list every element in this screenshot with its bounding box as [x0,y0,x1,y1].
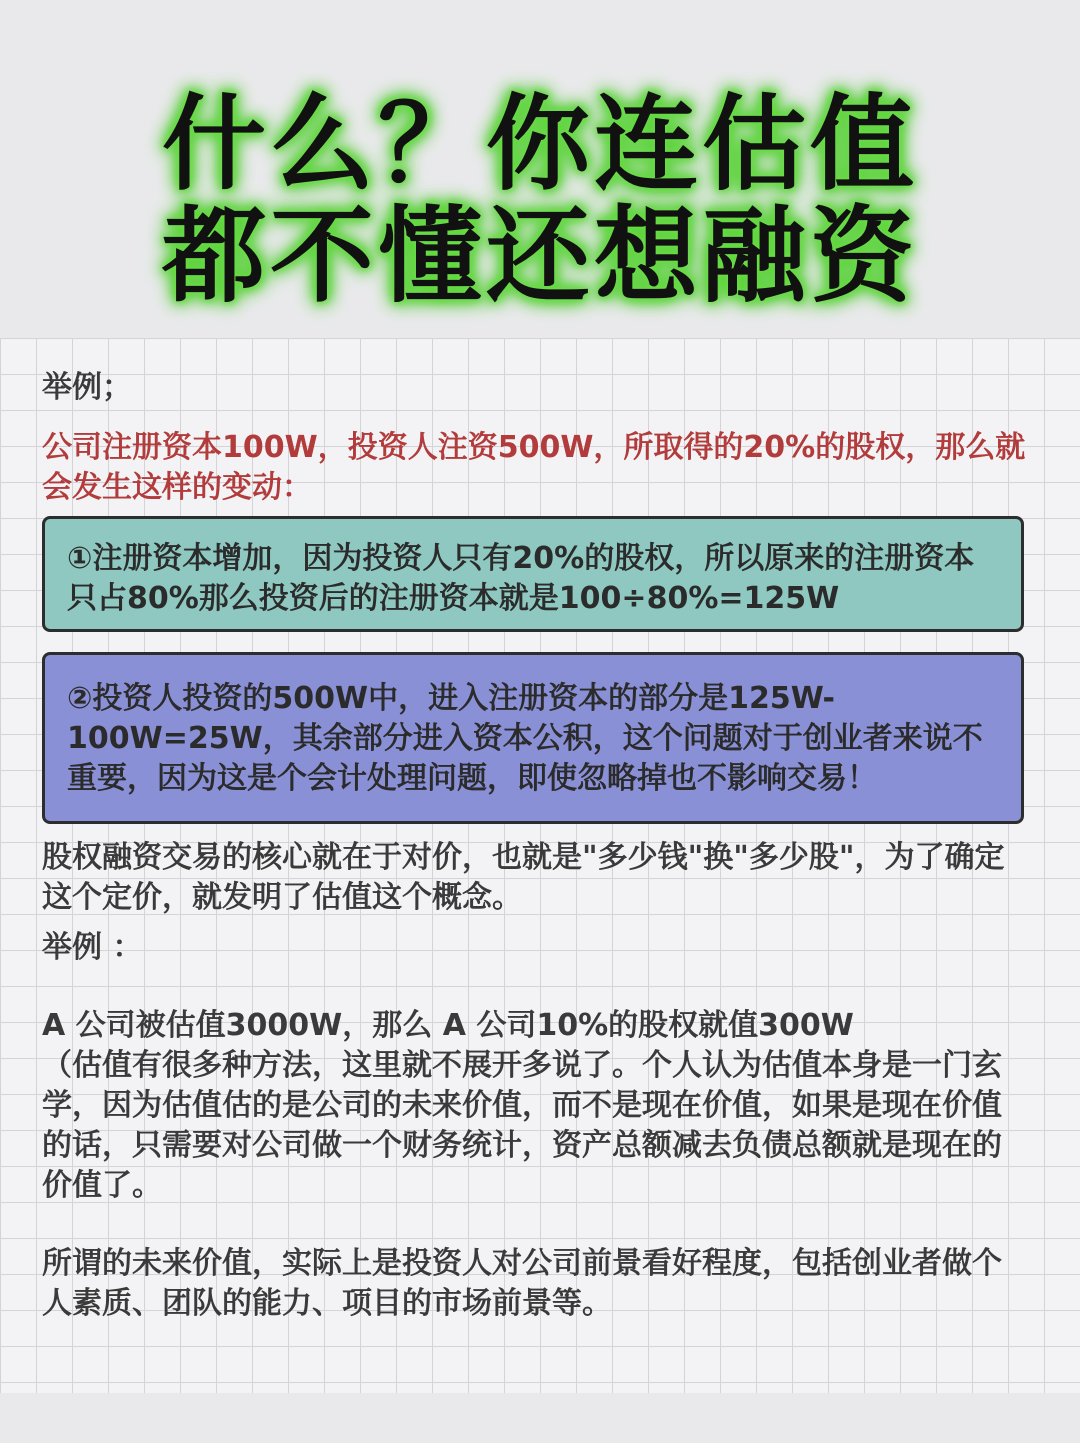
future-value-paragraph: 所谓的未来价值，实际上是投资人对公司前景看好程度，包括创业者做个人素质、团队的能力、项目的市场前景等。 [42,1246,1002,1321]
page-title [0,83,1080,317]
title-line-2: 都不懂还想融资 [161,195,918,317]
example-label-2: 举例 ： [42,930,143,965]
valuation-line: A 公司被估值3000W，那么 A 公司10%的股权就值300W [42,1008,854,1043]
core-paragraph: 股权融资交易的核心就在于对价，也就是"多少钱"换"多少股"，为了确定这个定价，就发明了估值这个概念。 [42,840,1005,915]
explanation-box-2 [42,652,1024,824]
box1-text: ①注册资本增加，因为投资人只有20%的股权，所以原来的注册资本只占80%那么投资后的注册资本就是100÷80%=125W [67,541,975,616]
example-label-1: 举例； [42,370,132,405]
valuation-note: （估值有很多种方法，这里就不展开多说了。个人认为估值本身是一门玄学，因为估值估的是公司的未来价值，而不是现在价值，如果是现在价值的话，只需要对公司做一个财务统计，资产总额减去负债总额就是现在的价值了。 [42,1048,1002,1203]
bottom-bar [0,1393,1080,1443]
red-example-text: 公司注册资本100W，投资人注资500W，所取得的20%的股权，那么就会发生这样的变动： [42,430,1026,505]
box2-text: ②投资人投资的500W中，进入注册资本的部分是125W-100W=25W，其余部分进入资本公积，这个问题对于创业者来说不重要，因为这是个会计处理问题，即使忽略掉也不影响交易！ [67,681,983,796]
explanation-box-1 [42,516,1024,632]
title-line-1: 什么？你连估值 [161,83,918,205]
